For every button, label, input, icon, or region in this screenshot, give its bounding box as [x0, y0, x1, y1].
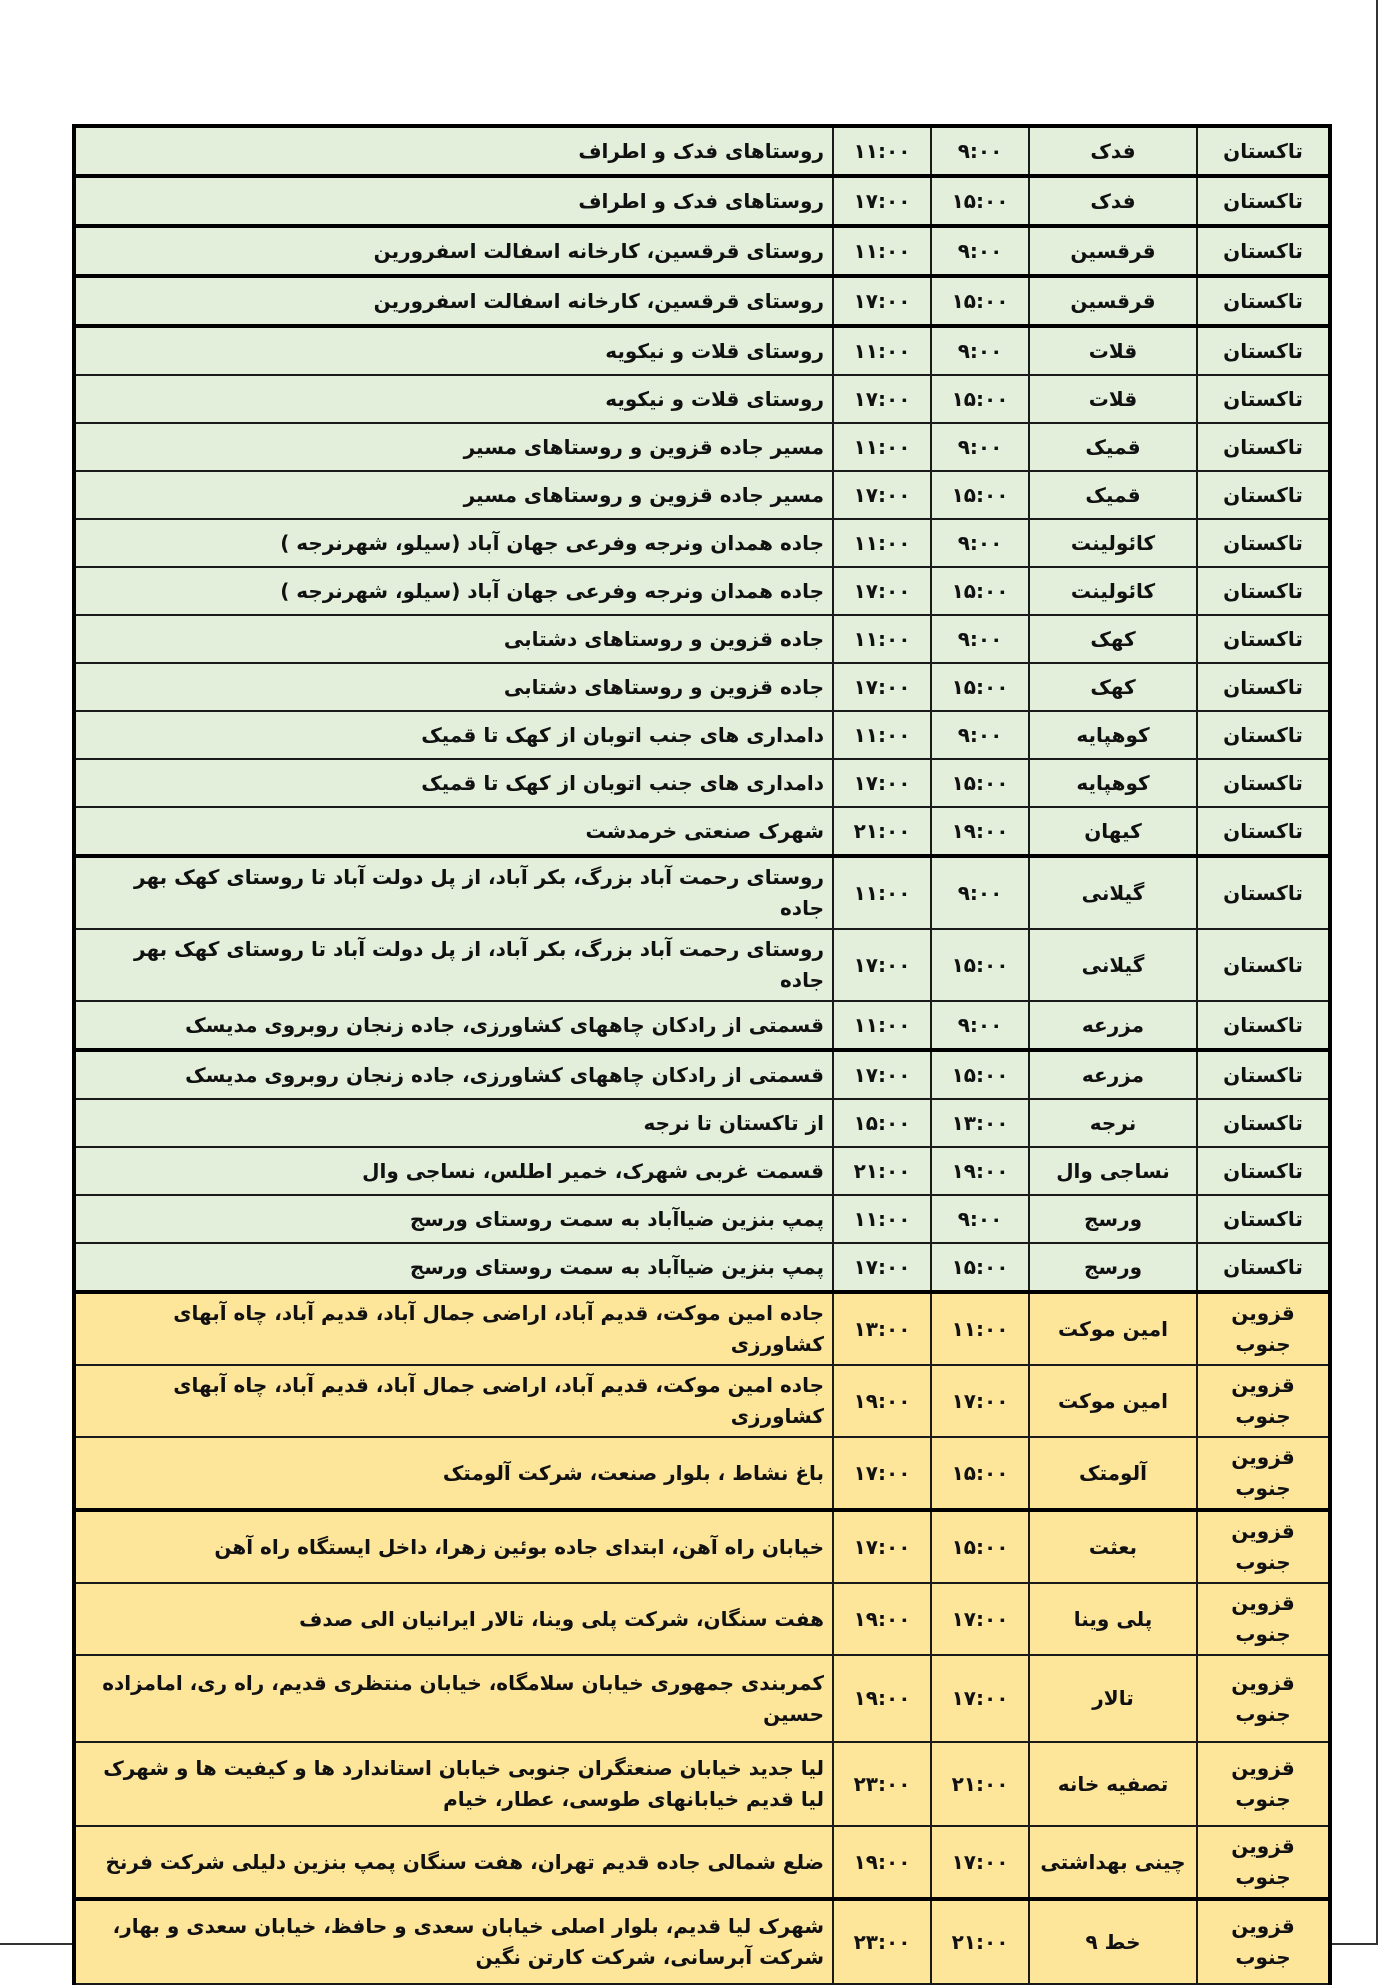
- end-time-cell: ۱۳:۰۰: [833, 1292, 931, 1365]
- table-row: [74, 375, 1330, 423]
- area-cell: کهک: [1029, 663, 1197, 711]
- area-cell: فدک: [1029, 126, 1197, 176]
- city-cell: قزوین جنوب: [1197, 1899, 1330, 1984]
- end-time-cell: ۱۷:۰۰: [833, 567, 931, 615]
- end-time-cell: ۱۵:۰۰: [833, 1099, 931, 1147]
- table-row: [74, 1243, 1330, 1292]
- area-cell: قمیک: [1029, 423, 1197, 471]
- table-row: [74, 1365, 1330, 1437]
- area-cell: مزرعه: [1029, 1001, 1197, 1050]
- end-time-cell: ۱۹:۰۰: [833, 1365, 931, 1437]
- end-time-cell: ۱۱:۰۰: [833, 226, 931, 276]
- area-cell: امین موکت: [1029, 1365, 1197, 1437]
- city-cell: قزوین جنوب: [1197, 1510, 1330, 1583]
- end-time-cell: ۱۱:۰۰: [833, 126, 931, 176]
- start-time-cell: ۱۵:۰۰: [931, 1437, 1029, 1510]
- end-time-cell: ۱۷:۰۰: [833, 471, 931, 519]
- table-row: [74, 1292, 1330, 1365]
- description-cell: باغ نشاط ، بلوار صنعت، شرکت آلومتک: [74, 1437, 833, 1510]
- start-time-cell: ۱۱:۰۰: [931, 1292, 1029, 1365]
- table-row: [74, 929, 1330, 1001]
- end-time-cell: ۱۷:۰۰: [833, 929, 931, 1001]
- start-time-cell: ۱۵:۰۰: [931, 567, 1029, 615]
- start-time-cell: ۱۵:۰۰: [931, 759, 1029, 807]
- end-time-cell: ۱۱:۰۰: [833, 1001, 931, 1050]
- area-cell: امین موکت: [1029, 1292, 1197, 1365]
- city-cell: تاکستان: [1197, 471, 1330, 519]
- city-cell: قزوین جنوب: [1197, 1437, 1330, 1510]
- start-time-cell: ۱۵:۰۰: [931, 929, 1029, 1001]
- end-time-cell: ۱۷:۰۰: [833, 663, 931, 711]
- description-cell: جاده همدان ونرجه وفرعی جهان آباد (سیلو، شهرنرجه ): [74, 519, 833, 567]
- end-time-cell: ۱۱:۰۰: [833, 423, 931, 471]
- description-cell: جاده قزوین و روستاهای دشتابی: [74, 663, 833, 711]
- area-cell: بعثت: [1029, 1510, 1197, 1583]
- end-time-cell: ۱۹:۰۰: [833, 1583, 931, 1655]
- start-time-cell: ۱۵:۰۰: [931, 471, 1029, 519]
- end-time-cell: ۲۳:۰۰: [833, 1899, 931, 1984]
- end-time-cell: ۱۷:۰۰: [833, 1437, 931, 1510]
- table-row: [74, 1510, 1330, 1583]
- area-cell: نساجی وال: [1029, 1147, 1197, 1195]
- city-cell: قزوین جنوب: [1197, 1826, 1330, 1899]
- description-cell: جاده امین موکت، قدیم آباد، اراضی جمال آباد، قدیم آباد، چاه آبهای کشاورزی: [74, 1365, 833, 1437]
- city-cell: تاکستان: [1197, 519, 1330, 567]
- start-time-cell: ۹:۰۰: [931, 615, 1029, 663]
- description-cell: ضلع شمالی جاده قدیم تهران، هفت سنگان پمپ بنزین دلیلی شرکت فرنخ: [74, 1826, 833, 1899]
- description-cell: کمربندی جمهوری خیابان سلامگاه، خیابان منتظری قدیم، راه ری، امامزاده حسین: [74, 1655, 833, 1742]
- table-row: [74, 856, 1330, 929]
- area-cell: آلومتک: [1029, 1437, 1197, 1510]
- end-time-cell: ۱۷:۰۰: [833, 176, 931, 226]
- city-cell: تاکستان: [1197, 176, 1330, 226]
- end-time-cell: ۱۹:۰۰: [833, 1826, 931, 1899]
- table-row: [74, 519, 1330, 567]
- end-time-cell: ۲۳:۰۰: [833, 1742, 931, 1826]
- table-row: [74, 759, 1330, 807]
- description-cell: روستاهای فدک و اطراف: [74, 176, 833, 226]
- area-cell: قلات: [1029, 375, 1197, 423]
- description-cell: جاده امین موکت، قدیم آباد، اراضی جمال آباد، قدیم آباد، چاه آبهای کشاورزی: [74, 1292, 833, 1365]
- city-cell: تاکستان: [1197, 1001, 1330, 1050]
- description-cell: پمپ بنزین ضیاآباد به سمت روستای ورسج: [74, 1195, 833, 1243]
- start-time-cell: ۱۳:۰۰: [931, 1099, 1029, 1147]
- description-cell: مسیر جاده قزوین و روستاهای مسیر: [74, 471, 833, 519]
- city-cell: تاکستان: [1197, 1243, 1330, 1292]
- city-cell: تاکستان: [1197, 759, 1330, 807]
- end-time-cell: ۱۷:۰۰: [833, 276, 931, 326]
- start-time-cell: ۲۱:۰۰: [931, 1742, 1029, 1826]
- city-cell: قزوین جنوب: [1197, 1292, 1330, 1365]
- start-time-cell: ۱۹:۰۰: [931, 1147, 1029, 1195]
- area-cell: پلی وینا: [1029, 1583, 1197, 1655]
- table-row: [74, 326, 1330, 375]
- table-row: [74, 1001, 1330, 1050]
- start-time-cell: ۱۷:۰۰: [931, 1583, 1029, 1655]
- start-time-cell: ۱۷:۰۰: [931, 1655, 1029, 1742]
- area-cell: مزرعه: [1029, 1050, 1197, 1099]
- start-time-cell: ۹:۰۰: [931, 1195, 1029, 1243]
- table-row: [74, 1742, 1330, 1826]
- city-cell: تاکستان: [1197, 856, 1330, 929]
- area-cell: کائولینت: [1029, 519, 1197, 567]
- area-cell: قرقسین: [1029, 226, 1197, 276]
- area-cell: خط ۹: [1029, 1899, 1197, 1984]
- city-cell: تاکستان: [1197, 929, 1330, 1001]
- table-row: [74, 226, 1330, 276]
- description-cell: جاده همدان ونرجه وفرعی جهان آباد (سیلو، شهرنرجه ): [74, 567, 833, 615]
- end-time-cell: ۱۹:۰۰: [833, 1655, 931, 1742]
- start-time-cell: ۱۵:۰۰: [931, 663, 1029, 711]
- schedule-body: [74, 126, 1330, 1984]
- end-time-cell: ۱۷:۰۰: [833, 1243, 931, 1292]
- start-time-cell: ۹:۰۰: [931, 711, 1029, 759]
- table-row: [74, 1147, 1330, 1195]
- start-time-cell: ۹:۰۰: [931, 226, 1029, 276]
- area-cell: نرجه: [1029, 1099, 1197, 1147]
- description-cell: شهرک لیا قدیم، بلوار اصلی خیابان سعدی و حافظ، خیابان سعدی و بهار، شرکت آبرسانی، شرکت کارتن نگین: [74, 1899, 833, 1984]
- start-time-cell: ۱۷:۰۰: [931, 1826, 1029, 1899]
- table-row: [74, 423, 1330, 471]
- description-cell: جاده قزوین و روستاهای دشتابی: [74, 615, 833, 663]
- start-time-cell: ۱۷:۰۰: [931, 1365, 1029, 1437]
- description-cell: روستای رحمت آباد بزرگ، بکر آباد، از پل دولت آباد تا روستای کهک بهر جاده: [74, 929, 833, 1001]
- city-cell: تاکستان: [1197, 711, 1330, 759]
- description-cell: دامداری های جنب اتوبان از کهک تا قمیک: [74, 759, 833, 807]
- area-cell: ورسج: [1029, 1243, 1197, 1292]
- start-time-cell: ۲۱:۰۰: [931, 1899, 1029, 1984]
- city-cell: تاکستان: [1197, 615, 1330, 663]
- city-cell: تاکستان: [1197, 663, 1330, 711]
- end-time-cell: ۱۷:۰۰: [833, 759, 931, 807]
- area-cell: کوهپایه: [1029, 759, 1197, 807]
- start-time-cell: ۹:۰۰: [931, 326, 1029, 375]
- description-cell: روستاهای فدک و اطراف: [74, 126, 833, 176]
- end-time-cell: ۱۷:۰۰: [833, 1510, 931, 1583]
- area-cell: قرقسین: [1029, 276, 1197, 326]
- table-row: [74, 126, 1330, 176]
- table-row: [74, 711, 1330, 759]
- city-cell: تاکستان: [1197, 567, 1330, 615]
- table-row: [74, 807, 1330, 856]
- area-cell: ورسج: [1029, 1195, 1197, 1243]
- description-cell: دامداری های جنب اتوبان از کهک تا قمیک: [74, 711, 833, 759]
- description-cell: روستای قلات و نیکویه: [74, 326, 833, 375]
- start-time-cell: ۱۵:۰۰: [931, 1510, 1029, 1583]
- description-cell: روستای قرقسین، کارخانه اسفالت اسفرورین: [74, 226, 833, 276]
- table-row: [74, 1899, 1330, 1984]
- description-cell: قسمت غربی شهرک، خمیر اطلس، نساجی وال: [74, 1147, 833, 1195]
- start-time-cell: ۱۵:۰۰: [931, 1243, 1029, 1292]
- city-cell: قزوین جنوب: [1197, 1742, 1330, 1826]
- area-cell: قلات: [1029, 326, 1197, 375]
- description-cell: روستای قلات و نیکویه: [74, 375, 833, 423]
- table-row: [74, 1099, 1330, 1147]
- city-cell: تاکستان: [1197, 1050, 1330, 1099]
- city-cell: تاکستان: [1197, 326, 1330, 375]
- end-time-cell: ۱۱:۰۰: [833, 615, 931, 663]
- end-time-cell: ۱۷:۰۰: [833, 1050, 931, 1099]
- end-time-cell: ۲۱:۰۰: [833, 807, 931, 856]
- description-cell: لیا جدید خیابان صنعتگران جنوبی خیابان استاندارد ها و کیفیت ها و شهرک لیا قدیم خیابانهای طوسی، عطار، خیام: [74, 1742, 833, 1826]
- area-cell: کائولینت: [1029, 567, 1197, 615]
- city-cell: تاکستان: [1197, 226, 1330, 276]
- area-cell: چینی بهداشتی: [1029, 1826, 1197, 1899]
- start-time-cell: ۱۹:۰۰: [931, 807, 1029, 856]
- area-cell: گیلانی: [1029, 856, 1197, 929]
- city-cell: تاکستان: [1197, 276, 1330, 326]
- table-row: [74, 1826, 1330, 1899]
- end-time-cell: ۱۷:۰۰: [833, 375, 931, 423]
- area-cell: کهک: [1029, 615, 1197, 663]
- start-time-cell: ۱۵:۰۰: [931, 375, 1029, 423]
- table-row: [74, 1437, 1330, 1510]
- city-cell: تاکستان: [1197, 375, 1330, 423]
- start-time-cell: ۹:۰۰: [931, 519, 1029, 567]
- start-time-cell: ۱۵:۰۰: [931, 1050, 1029, 1099]
- start-time-cell: ۹:۰۰: [931, 126, 1029, 176]
- city-cell: قزوین جنوب: [1197, 1655, 1330, 1742]
- start-time-cell: ۱۵:۰۰: [931, 176, 1029, 226]
- city-cell: قزوین جنوب: [1197, 1583, 1330, 1655]
- description-cell: از تاکستان تا نرجه: [74, 1099, 833, 1147]
- city-cell: قزوین جنوب: [1197, 1365, 1330, 1437]
- city-cell: تاکستان: [1197, 1099, 1330, 1147]
- description-cell: روستای قرقسین، کارخانه اسفالت اسفرورین: [74, 276, 833, 326]
- end-time-cell: ۱۱:۰۰: [833, 711, 931, 759]
- table-row: [74, 663, 1330, 711]
- area-cell: تالار: [1029, 1655, 1197, 1742]
- end-time-cell: ۱۱:۰۰: [833, 519, 931, 567]
- area-cell: گیلانی: [1029, 929, 1197, 1001]
- table-row: [74, 1195, 1330, 1243]
- table-row: [74, 1050, 1330, 1099]
- city-cell: تاکستان: [1197, 1147, 1330, 1195]
- area-cell: کوهپایه: [1029, 711, 1197, 759]
- city-cell: تاکستان: [1197, 807, 1330, 856]
- area-cell: کیهان: [1029, 807, 1197, 856]
- area-cell: قمیک: [1029, 471, 1197, 519]
- table-row: [74, 1583, 1330, 1655]
- start-time-cell: ۹:۰۰: [931, 856, 1029, 929]
- description-cell: هفت سنگان، شرکت پلی وینا، تالار ایرانیان الی صدف: [74, 1583, 833, 1655]
- end-time-cell: ۱۱:۰۰: [833, 856, 931, 929]
- area-cell: فدک: [1029, 176, 1197, 226]
- city-cell: تاکستان: [1197, 1195, 1330, 1243]
- table-row: [74, 276, 1330, 326]
- description-cell: مسیر جاده قزوین و روستاهای مسیر: [74, 423, 833, 471]
- end-time-cell: ۲۱:۰۰: [833, 1147, 931, 1195]
- outage-schedule-table: [72, 124, 1332, 1985]
- description-cell: قسمتی از رادکان چاههای کشاورزی، جاده زنجان روبروی مدیسک: [74, 1001, 833, 1050]
- end-time-cell: ۱۱:۰۰: [833, 1195, 931, 1243]
- description-cell: قسمتی از رادکان چاههای کشاورزی، جاده زنجان روبروی مدیسک: [74, 1050, 833, 1099]
- city-cell: تاکستان: [1197, 423, 1330, 471]
- area-cell: تصفیه خانه: [1029, 1742, 1197, 1826]
- end-time-cell: ۱۱:۰۰: [833, 326, 931, 375]
- table-row: [74, 1655, 1330, 1742]
- description-cell: پمپ بنزین ضیاآباد به سمت روستای ورسج: [74, 1243, 833, 1292]
- start-time-cell: ۱۵:۰۰: [931, 276, 1029, 326]
- start-time-cell: ۹:۰۰: [931, 1001, 1029, 1050]
- description-cell: خیابان راه آهن، ابتدای جاده بوئین زهرا، داخل ایستگاه راه آهن: [74, 1510, 833, 1583]
- table-row: [74, 615, 1330, 663]
- table-row: [74, 567, 1330, 615]
- start-time-cell: ۹:۰۰: [931, 423, 1029, 471]
- table-row: [74, 471, 1330, 519]
- table-row: [74, 176, 1330, 226]
- description-cell: شهرک صنعتی خرمدشت: [74, 807, 833, 856]
- city-cell: تاکستان: [1197, 126, 1330, 176]
- description-cell: روستای رحمت آباد بزرگ، بکر آباد، از پل دولت آباد تا روستای کهک بهر جاده: [74, 856, 833, 929]
